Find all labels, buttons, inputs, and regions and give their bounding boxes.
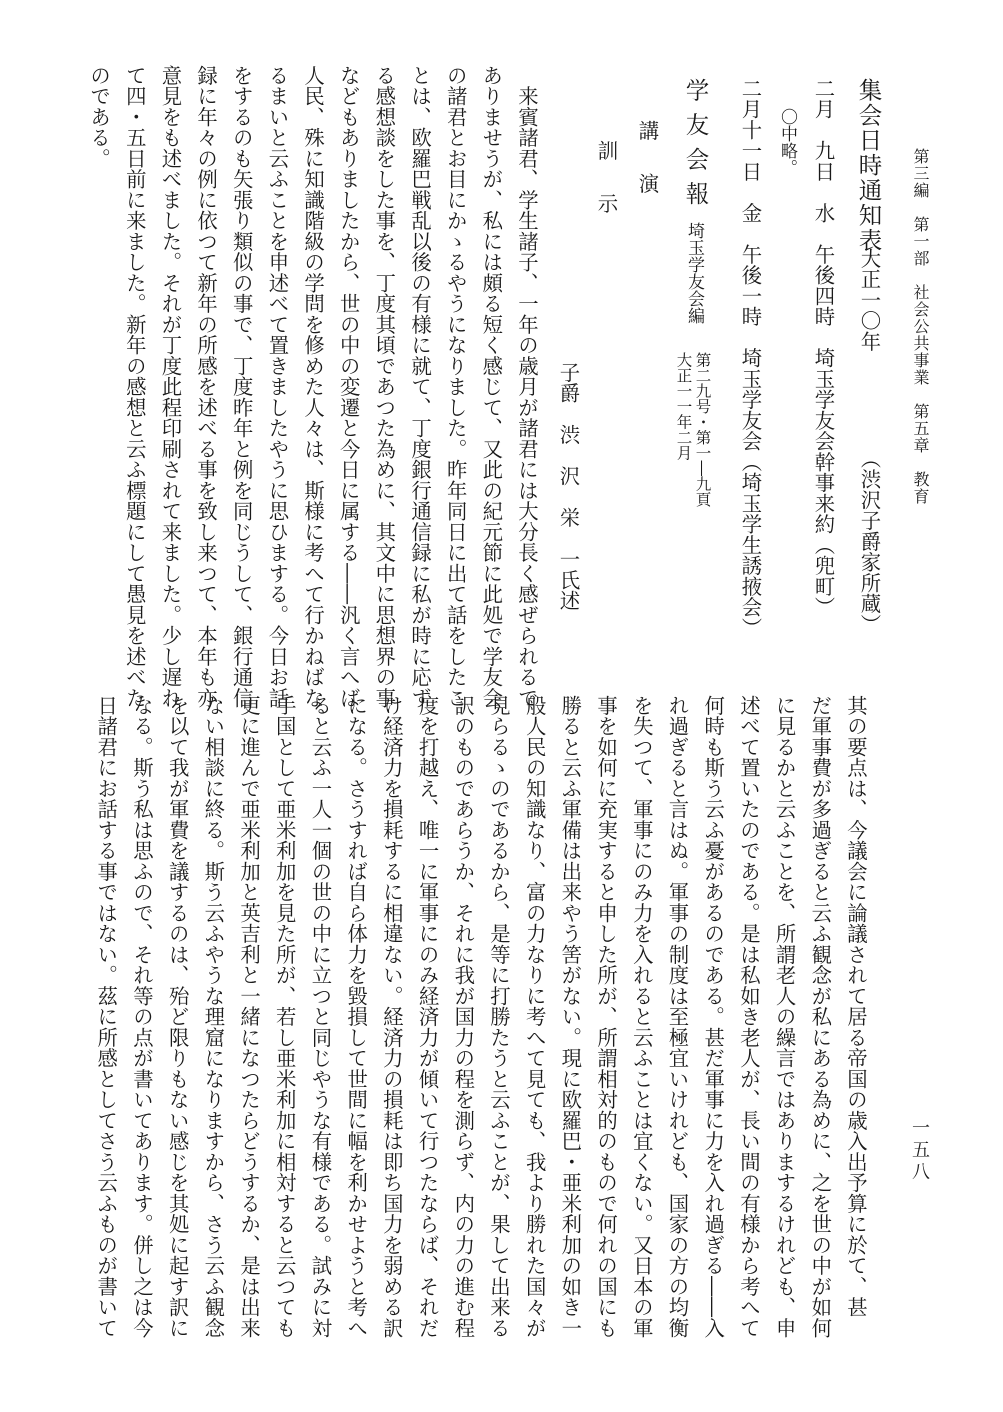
- text-line: 事を如何に充実すると申した所が、所謂相対的のもので何れの国にも: [594, 695, 619, 1339]
- bulletin-editor: 埼玉学友会編: [684, 222, 704, 324]
- notice-source: （渋沢子爵家所蔵）: [857, 448, 882, 635]
- text-line: 述べて置いたのである。是は私如き老人が、長い間の有様から考へて: [736, 695, 761, 1339]
- text-line: 勝ると云ふ軍備は出来やう筈がない。現に欧羅巴・亜米利加の如き一: [558, 695, 583, 1339]
- page-number: 一五八: [909, 1118, 930, 1184]
- notice-year: 大正一〇年: [857, 248, 882, 352]
- section-heading: 訓 示: [594, 140, 619, 220]
- text-line: 更に進んで亜米利加と英吉利と一緒になつたらどうするか、是は出来: [237, 695, 262, 1339]
- text-line: 来賓諸君、学生諸子、一年の歳月が諸君には大分長く感ぜられるで: [515, 65, 539, 709]
- text-line: 日諸君にお話する事ではない。茲に所感としてさう云ふものが書いて: [94, 695, 119, 1339]
- text-line: 其の要点は、今議会に論議されて居る帝国の歳入出予算に於て、甚: [844, 695, 868, 1318]
- text-line: ると云ふ一人一個の世の中に立つと同じやうな有様である。試みに対: [308, 695, 333, 1339]
- notice-entry: 二月十一日 金 午後一時 埼玉学友会（埼玉学生誘掖会）: [738, 78, 763, 639]
- text-line: を失つて、軍事にのみ力を入れると云ふことは宜くない。又日本の軍: [629, 695, 654, 1339]
- notice-entry: 二月 九日 水 午後四時 埼玉学友会幹事来約（兜町）: [811, 78, 836, 618]
- text-line: を以て我が軍費を議するのは、殆ど限りもない感じを其処に起す訳に: [165, 695, 190, 1339]
- text-line: なる。斯う私は思ふので、それ等の点が書いてあります。併し之は今: [129, 695, 154, 1339]
- text-line: 意見をも述べました。それが丁度此程印刷されて来ました。少し遅れ: [158, 65, 183, 709]
- speech-text-upper: [82, 65, 539, 709]
- text-line: 録に年々の例に依つて新年の所感を述べる事を致し来つて、本年も亦: [194, 65, 219, 709]
- text-line: 訳のものであらうか、それに我が国力の程を測らず、内の力の進む程: [451, 695, 476, 1339]
- text-line: のである。: [87, 65, 112, 169]
- text-line: をするのも矢張り類似の事で、丁度昨年と例を同じうして、銀行通信: [229, 65, 254, 709]
- text-line: だ軍事費が多過ぎると云ふ観念が私にある為めに、之を世の中が如何: [808, 695, 833, 1339]
- text-line: て四・五日前に来ました。新年の感想と云ふ標題にして愚見を述べた: [122, 65, 147, 709]
- text-line: 度を打越え、唯一に軍事にのみ経済力が傾いて行つたならば、それだ: [415, 695, 440, 1339]
- text-line: ない相談に終る。斯う云ふやうな理窟になりますから、さう云ふ観念: [201, 695, 226, 1339]
- section-heading: 講 演: [635, 120, 660, 200]
- text-line: 人民、殊に知識階級の学問を修めた人々は、斯様に考へて行かねばな: [301, 65, 326, 709]
- text-line: れ過ぎると言はぬ。軍事の制度は至極宜いけれども、国家の方の均衡: [665, 695, 690, 1339]
- text-line: け経済力を損耗するに相違ない。経済力の損耗は即ち国力を弱める訳: [379, 695, 404, 1339]
- text-line: ありませうが、私には頗る短く感じて、又此の紀元節に此処で学友会: [479, 65, 504, 709]
- omission-note: 〇中略。: [777, 108, 797, 176]
- text-line: などもありましたから、世の中の変遷と今日に属する――汎く言へば: [336, 65, 361, 709]
- text-line: になる。さうすれば自ら体力を毀損して世間に幅を利かせようと考へ: [344, 695, 369, 1339]
- issue-number: 第二九号・第一―九頁: [693, 352, 712, 507]
- speech-text-lower: [82, 695, 868, 1339]
- text-line: とは、欧羅巴戦乱以後の有様に就て、丁度銀行通信録に私が時に応ず: [408, 65, 433, 709]
- text-line: る感想談をした事を、丁度其頃であつた為めに、其文中に思想界の事: [372, 65, 397, 709]
- issue-date: 大正一一年二月: [674, 352, 693, 461]
- text-line: 何時も斯う云ふ憂があるのである。甚だ軍事に力を入れ過ぎる――入: [701, 695, 726, 1339]
- text-line: に見るかと云ふことを、所謂老人の繰言ではありまするけれども、申: [772, 695, 797, 1339]
- text-line: 手国として亜米利加を見た所が、若し亜米利加に相対すると云つても: [272, 695, 297, 1339]
- speaker-credit: 子爵 渋 沢 栄 一氏述: [556, 362, 581, 611]
- text-line: 般人民の知識なり、富の力なりに考へて見ても、我より勝れた国々が: [522, 695, 547, 1339]
- notice-title: 集会日時通知表: [854, 78, 883, 253]
- bulletin-title: 学友会報: [681, 78, 710, 216]
- text-line: の諸君とお目にかゝるやうになりました。昨年同日に出て話をしたこ: [443, 65, 468, 709]
- text-line: るまいと云ふことを申述べて置きましたやうに思ひまする。今日お話: [265, 65, 290, 709]
- text-line: 見らるゝのであるから、是等に打勝たうと云ふことが、果して出来る: [486, 695, 511, 1339]
- running-header: 第三編 第一部 社会公共事業 第五章 教育: [911, 148, 930, 505]
